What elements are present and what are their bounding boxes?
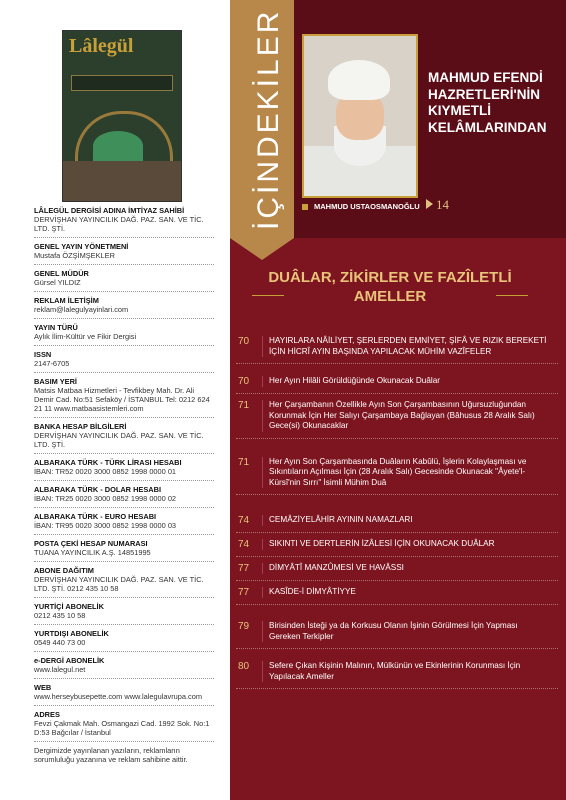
masthead-block [34,705,214,741]
toc-title: Her Ayın Hilâli Görüldüğünde Okunacak Duâlar [269,376,440,385]
toc-page-number: 74 [238,515,250,526]
right-ornament [496,295,528,296]
play-arrow-icon [426,199,433,209]
masthead-label: ALBARAKA TÜRK - DOLAR HESABI [34,485,162,494]
featured-author: MAHMUD USTAOSMANOĞLU [302,202,420,211]
masthead-label: POSTA ÇEKİ HESAP NUMARASI [34,539,148,548]
masthead-value: 0212 435 10 58 [34,611,86,620]
masthead-value: Gürsel YILDIZ [34,278,81,287]
toc-title: Sefere Çıkan Kişinin Malının, Mülkünün ve Ekinlerinin Korunması İçin Yapılacak Ameller [269,661,521,681]
masthead-block [34,264,214,291]
masthead-label: YURTDIŞI ABONELİK [34,629,109,638]
masthead-label: ALBARAKA TÜRK - EURO HESABI [34,512,157,521]
magazine-cover-image [62,30,182,202]
toc-title: Her Ayın Son Çarşambasında Duâların Kabûlü, İşlerin Kolaylaşması ve Sıkıntıların Açılması İçin (28 Aralık Salı) Gecesinde Okunacak "Âyete'l-Kürsî'nin Sırrı" İsimli Mühim Duâ [269,456,527,487]
masthead-block [34,597,214,624]
masthead-label: ISSN [34,350,52,359]
featured-photo [302,34,418,198]
toc-divider [262,587,263,598]
toc-divider [262,376,263,387]
toc-title: DİMYÂTÎ MANZÛMESİ VE HAVÂSSI [269,563,404,572]
masthead-label: ALBARAKA TÜRK - TÜRK LİRASI HESABI [34,458,182,467]
masthead-label: BANKA HESAP BİLGİLERİ [34,422,127,431]
featured-page: 14 [426,197,449,213]
featured-title[interactable]: MAHMUD EFENDİ HAZRETLERİ'NİN KIYMETLİ KELÂMLARINDAN [428,70,547,135]
cover-banner [71,75,173,91]
masthead-value: 0549 440 73 00 [34,638,86,647]
toc-entry[interactable] [236,330,558,364]
masthead-value: Mustafa ÖZŞİMŞEKLER [34,251,115,260]
toc-divider [262,400,263,432]
bullet-square-icon [302,204,308,210]
masthead-label: YURTİÇİ ABONELİK [34,602,104,611]
masthead-block [34,678,214,705]
cover-ground [63,161,181,201]
toc-divider [262,457,263,489]
toc-page-number: 77 [238,587,250,598]
toc-page-number: 71 [238,456,250,468]
toc-page-number: 79 [238,621,250,632]
section-title: DUÂLAR, ZİKİRLER VE FAZÎLETLİ AMELLER [260,268,520,306]
masthead-label: GENEL MÜDÜR [34,269,89,278]
masthead-value: İBAN: TR95 0020 3000 0852 1998 0000 03 [34,521,177,530]
toc-page-number: 70 [238,376,250,387]
toc-page-number: 71 [238,400,250,411]
masthead-column [0,0,230,800]
toc-divider [262,563,263,574]
masthead-block [34,345,214,372]
masthead-block [34,417,214,453]
masthead-value: DERVİŞHAN YAYINCILIK DAĞ. PAZ. SAN. VE TİC. LTD. ŞTİ. [34,431,204,449]
toc-page-number: 70 [238,336,250,347]
toc-entry[interactable] [236,533,558,557]
masthead-value: Fevzi Çakmak Mah. Osmangazi Cad. 1992 Sok. No:1 D:53 Bağcılar / İstanbul [34,719,210,737]
masthead-label: e-DERGİ ABONELİK [34,656,105,665]
masthead-block [34,480,214,507]
toc-title: SIKINTI VE DERTLERİN İZÂLESİ İÇİN OKUNACAK DUÂLAR [269,539,495,548]
toc-divider [262,515,263,526]
toc-title: Her Çarşambanın Özellikle Ayın Son Çarşambasının Uğursuzluğundan Korunmak İçin Her Salıyı Çarşambaya Bağlayan (Bâhusus 28 Aralık Salı) Gece(si) Okunacaklar [269,400,535,430]
masthead-value: www.herseybusepette.com www.lalegulavrupa.com [34,692,203,701]
masthead-value: 2147-6705 [34,359,70,368]
masthead-block [34,237,214,264]
toc-title: Birisinden İsteği ya da Korkusu Olanın İşinin Görülmesi İçin Yapması Gereken Terkipler [269,621,518,641]
toc-entry[interactable] [236,581,558,605]
masthead-value: İBAN: TR25 0020 3000 0852 1998 0000 02 [34,494,177,503]
masthead-value: DERVİŞHAN YAYINCILIK DAĞ. PAZ. SAN. VE TİC. LTD. ŞTİ. 0212 435 10 58 [34,575,204,593]
masthead-label: YAYIN TÜRÜ [34,323,78,332]
toc-title: CEMÂZİYELÂHİR AYININ NAMAZLARI [269,515,413,524]
masthead-block [34,507,214,534]
toc-entry[interactable] [236,394,558,439]
masthead-label: GENEL YAYIN YÖNETMENİ [34,242,129,251]
masthead-value: Matsis Matbaa Hizmetleri - Tevfikbey Mah. Dr. Ali Demir Cad. No:51 Sefaköy / İSTANBUL Tel: 0212 624 21 11 www.matbaasistemleri.com [34,386,210,413]
masthead-value: İBAN: TR52 0020 3000 0852 1998 0000 01 [34,467,177,476]
toc-divider [262,539,263,550]
masthead-label: WEB [34,683,52,692]
toc-entry[interactable] [236,370,558,394]
masthead-block [34,206,214,237]
toc-divider [262,661,263,682]
masthead-block [34,561,214,597]
masthead-label: ADRES [34,710,60,719]
cover-dome [93,131,143,161]
toc-entry[interactable] [236,557,558,581]
masthead-info [34,206,214,768]
toc-entry[interactable] [236,451,558,496]
toc-page-number: 77 [238,563,250,574]
masthead-value: reklam@lalegulyayinlari.com [34,305,129,314]
masthead-label: REKLAM İLETİŞİM [34,296,99,305]
masthead-value: TUANA YAYINCILIK A.Ş. 14851995 [34,548,151,557]
masthead-block [34,291,214,318]
toc-page-number: 80 [238,661,250,672]
masthead-block [34,453,214,480]
toc-page-number: 74 [238,539,250,550]
toc-entry[interactable] [236,615,558,649]
masthead-block [34,534,214,561]
masthead-block [34,624,214,651]
masthead-label: BASIM YERİ [34,377,77,386]
cover-logo: Lâlegül [69,35,134,57]
masthead-value: Dergimizde yayınlanan yazıların, reklamların sorumluluğu yazanına ve reklam sahibine aittir. [34,746,188,764]
masthead-block [34,372,214,417]
vertical-title: İÇİNDEKİLER [252,8,285,230]
toc-entry[interactable] [236,509,558,533]
toc-divider [262,621,263,642]
masthead-block [34,651,214,678]
toc-title: HAYIRLARA NÂİLİYET, ŞERLERDEN EMNİYET, ŞİFÂ VE RIZIK BEREKETİ İÇİN HİCRÎ AYIN BAŞINDA YAPILACAK MÜHİM VAZÎFELER [269,336,547,356]
left-ornament [252,295,284,296]
toc-list [236,330,558,689]
masthead-label: LÂLEGÜL DERGİSİ ADINA İMTİYAZ SAHİBİ [34,206,185,215]
masthead-value: www.lalegul.net [34,665,86,674]
toc-divider [262,336,263,357]
toc-entry[interactable] [236,655,558,689]
masthead-block [34,741,214,768]
masthead-label: ABONE DAĞITIM [34,566,94,575]
masthead-block [34,318,214,345]
toc-title: KASÎDE-İ DİMYÂTİYYE [269,587,356,596]
masthead-value: DERVİŞHAN YAYINCILIK DAĞ. PAZ. SAN. VE TİC. LTD. ŞTİ. [34,215,204,233]
masthead-value: Aylık İlim-Kültür ve Fikir Dergisi [34,332,137,341]
